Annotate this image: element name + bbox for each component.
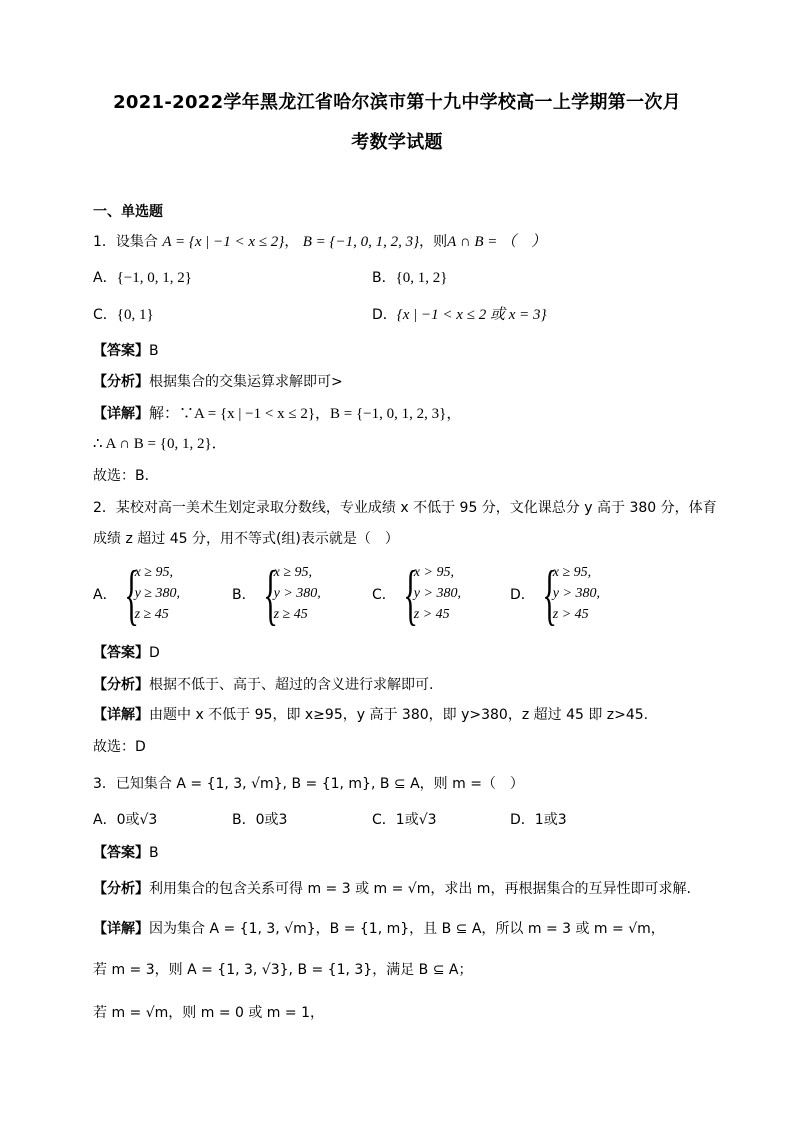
q3-option-d-value: 1或3: [534, 812, 567, 828]
q3-option-b-value: 0或3: [255, 812, 288, 828]
q1-detail-line-1: 解：∵A = {x | −1 < x ≤ 2}，B = {−1, 0, 1, 2, 3}，: [149, 406, 462, 422]
q3-analysis-text: 利用集合的包含关系可得 m = 3 或 m = √m，求出 m，再根据集合的互异性即可求解.: [149, 881, 691, 897]
q2-option-b: [232, 555, 321, 632]
q2-analysis-tag: 【分析】: [93, 677, 149, 693]
q1-option-d-label: D．: [372, 307, 397, 323]
q1-option-d-value: {x | −1 < x ≤ 2 或 x = 3}: [396, 307, 547, 323]
brace-icon: {: [123, 555, 139, 632]
q1-option-a: [93, 268, 192, 288]
q3-option-d: [510, 810, 567, 830]
q1-analysis: [93, 372, 343, 392]
q2-detail-tag: 【详解】: [93, 707, 149, 723]
section-heading: 一、单选题: [93, 204, 163, 220]
q3-answer-value: B: [149, 845, 159, 861]
q2-option-a-row-1: x ≥ 95,: [134, 565, 173, 580]
q1-answer: [93, 341, 159, 361]
q1-number: 1．: [93, 234, 116, 250]
q1-detail: [93, 404, 461, 424]
brace-icon: {: [542, 555, 557, 632]
doc-title-line-1: 2021-2022学年黑龙江省哈尔滨市第十九中学校高一上学期第一次月: [113, 92, 681, 113]
q2-option-d: [510, 555, 600, 632]
q2-option-a: [93, 555, 180, 632]
q1-analysis-text: 根据集合的交集运算求解即可>: [149, 374, 343, 390]
q3-analysis-tag: 【分析】: [93, 881, 149, 897]
q1-option-c: [93, 305, 154, 325]
q3-option-c-value: 1或√3: [395, 812, 437, 828]
q3-option-a-label: A．: [93, 812, 117, 828]
q1-detail-line-2: ∴ A ∩ B = {0, 1, 2}．: [93, 436, 227, 452]
q1-option-d: [372, 305, 546, 325]
q2-option-b-label: B．: [232, 586, 256, 603]
q1-ask: ，则: [419, 234, 448, 250]
q1-answer-value: B: [149, 343, 159, 359]
q2-option-a-row-3: z ≥ 45: [134, 607, 169, 622]
q1-answer-tag: 【答案】: [93, 343, 149, 359]
q1-detail-tag: 【详解】: [93, 406, 149, 422]
q3-answer-tag: 【答案】: [93, 845, 149, 861]
q3-answer: [93, 843, 159, 863]
q3-stem: 3．已知集合 A = {1, 3, √m}, B = {1, m}, B ⊆ A，则 m =（ ）: [93, 776, 524, 792]
q2-option-b-row-3: z ≥ 45: [273, 607, 308, 622]
q2-option-c-row-1: x > 95,: [413, 565, 454, 580]
q3-option-a: [93, 810, 157, 830]
q1-option-b-label: B．: [372, 270, 396, 286]
q1-option-a-value: {−1, 0, 1, 2}: [116, 270, 192, 286]
q1-analysis-tag: 【分析】: [93, 374, 149, 390]
q2-option-a-label: A．: [93, 586, 117, 603]
q2-option-b-row-2: y > 380,: [273, 586, 321, 601]
q1-set-a: A = {x | −1 < x ≤ 2}: [162, 234, 285, 250]
q1-comma: ，: [284, 234, 299, 250]
q2-option-a-row-2: y ≥ 380,: [134, 586, 180, 601]
q1-option-b-value: {0, 1, 2}: [395, 270, 448, 286]
q2-analysis: [93, 675, 433, 695]
q3-detail-line-1: 因为集合 A = {1, 3, √m}，B = {1, m}，且 B ⊆ A，所以 m = 3 或 m = √m，: [149, 921, 665, 937]
q3-option-d-label: D．: [510, 812, 535, 828]
q2-option-d-row-3: z > 45: [552, 607, 589, 622]
q2-detail: [93, 705, 648, 725]
q3-option-c-label: C．: [372, 812, 396, 828]
q2-detail-text: 由题中 x 不低于 95，即 x≥95，y 高于 380，即 y>380，z 超过 45 即 z>45.: [149, 707, 649, 723]
q2-option-d-row-2: y > 380,: [552, 586, 600, 601]
q2-option-b-row-1: x ≥ 95,: [273, 565, 313, 580]
brace-icon: {: [403, 555, 418, 632]
q2-option-c-row-3: z > 45: [413, 607, 450, 622]
q1-final: 故选：B．: [93, 468, 159, 484]
q2-option-d-label: D．: [510, 586, 535, 603]
q2-answer-value: D: [149, 645, 160, 661]
q2-answer: [93, 643, 160, 663]
q2-stem-line-2: 成绩 z 超过 45 分，用不等式(组)表示就是（ ）: [93, 531, 399, 547]
q2-option-d-row-1: x ≥ 95,: [552, 565, 592, 580]
q3-option-a-value: 0或√3: [116, 812, 158, 828]
q1-set-b: B = {−1, 0, 1, 2, 3}: [302, 234, 420, 250]
q3-detail-line-3: 若 m = √m，则 m = 0 或 m = 1，: [93, 1005, 324, 1021]
q2-option-c: [372, 555, 461, 632]
q1-expr: A ∩ B = （ ）: [447, 234, 547, 250]
q3-option-b: [232, 810, 287, 830]
q2-stem-line-1: 2．某校对高一美术生划定录取分数线，专业成绩 x 不低于 95 分，文化课总分 y 高于 380 分，体育: [93, 500, 717, 516]
q3-analysis: [93, 879, 691, 899]
q2-analysis-text: 根据不低于、高于、超过的含义进行求解即可.: [149, 677, 434, 693]
q2-option-c-row-2: y > 380,: [413, 586, 461, 601]
q2-answer-tag: 【答案】: [93, 645, 149, 661]
q3-detail-tag: 【详解】: [93, 921, 149, 937]
q2-option-c-label: C．: [372, 586, 396, 603]
q1-text: 设集合: [115, 234, 158, 250]
q1-option-b: [372, 268, 448, 288]
q1-option-a-label: A．: [93, 270, 117, 286]
q1-option-c-label: C．: [93, 307, 117, 323]
doc-title-line-2: 考数学试题: [351, 132, 443, 153]
q1-stem: [93, 232, 546, 252]
q3-option-b-label: B．: [232, 812, 256, 828]
brace-icon: {: [262, 555, 278, 632]
q1-option-c-value: {0, 1}: [116, 307, 154, 323]
q3-option-c: [372, 810, 437, 830]
q3-detail: [93, 919, 665, 939]
q3-detail-line-2: 若 m = 3，则 A = {1, 3, √3}, B = {1, 3}，满足 B ⊆ A；: [93, 962, 473, 978]
q2-final: 故选：D: [93, 739, 146, 755]
